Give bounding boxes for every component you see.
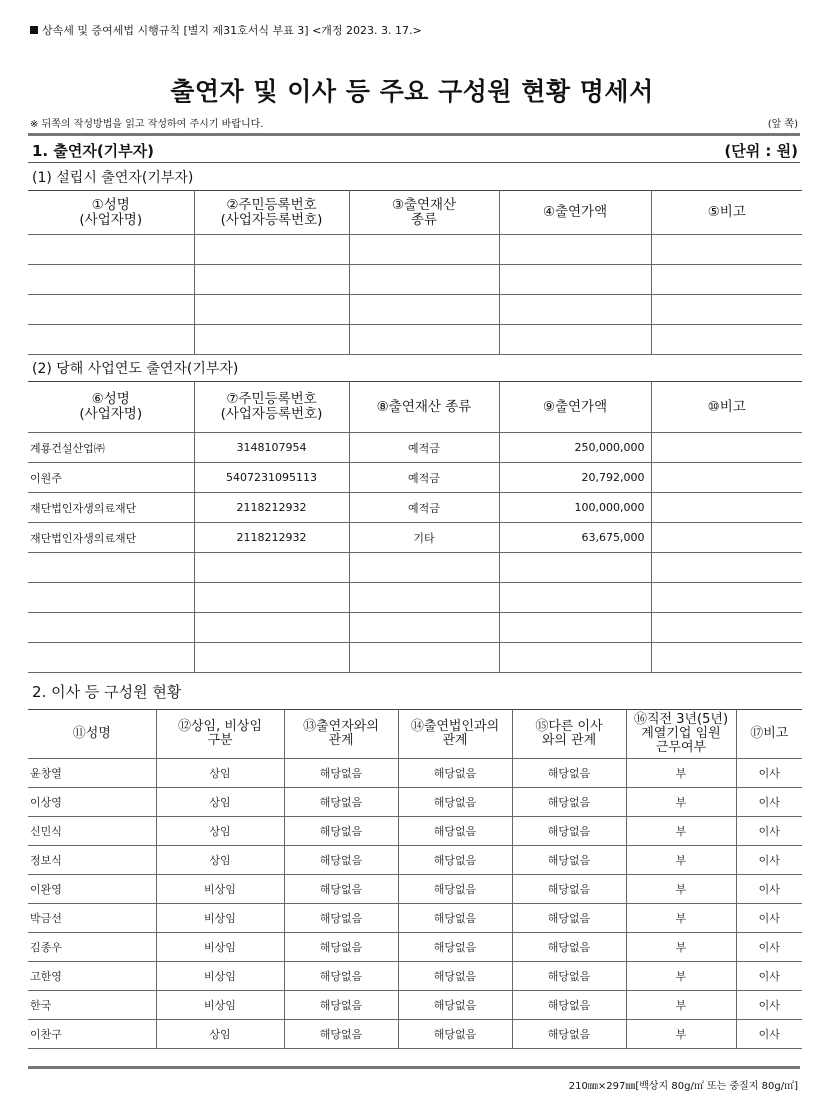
table-row <box>28 493 802 523</box>
table-cell <box>651 325 802 355</box>
table-cell: 이찬구 <box>28 1020 156 1049</box>
table-cell <box>349 235 499 265</box>
table-cell: 상임 <box>156 846 284 875</box>
table-cell <box>194 643 349 673</box>
table-cell <box>28 553 194 583</box>
table-cell <box>349 553 499 583</box>
table-row <box>28 463 802 493</box>
header-corp-relation: ⑭출연법인과의 관계 <box>398 710 512 759</box>
table-cell: 비상임 <box>156 904 284 933</box>
table-cell: 2118212932 <box>194 523 349 553</box>
table-cell: 부 <box>626 788 736 817</box>
bottom-divider <box>28 1066 800 1069</box>
header-remark: ⑤비고 <box>651 191 802 235</box>
header-fulltime: ⑫상임, 비상임 구분 <box>156 710 284 759</box>
table-cell: 신민식 <box>28 817 156 846</box>
table-row <box>28 991 802 1020</box>
table-row <box>28 904 802 933</box>
table-cell <box>499 265 651 295</box>
table-cell <box>28 643 194 673</box>
table-cell: 해당없음 <box>512 962 626 991</box>
sub2-title: (2) 당해 사업연도 출연자(기부자) <box>32 361 239 377</box>
table-cell <box>194 613 349 643</box>
table-cell: 박금선 <box>28 904 156 933</box>
table-cell: 이사 <box>736 933 802 962</box>
table-cell: 해당없음 <box>512 788 626 817</box>
table-cell <box>349 325 499 355</box>
table-cell <box>194 583 349 613</box>
table-cell: 해당없음 <box>512 817 626 846</box>
header-remark: ⑩비고 <box>651 382 802 433</box>
table-cell <box>651 295 802 325</box>
founding-contributors-table <box>28 190 802 355</box>
document-title: 출연자 및 이사 등 주요 구성원 현황 명세서 <box>170 77 654 106</box>
table-cell: 상임 <box>156 788 284 817</box>
table-cell: 이사 <box>736 904 802 933</box>
table-cell <box>194 265 349 295</box>
section1-divider <box>28 162 800 163</box>
table-row <box>28 295 802 325</box>
table-cell <box>499 613 651 643</box>
table-cell <box>349 613 499 643</box>
table-cell: 63,675,000 <box>499 523 651 553</box>
table-cell <box>499 553 651 583</box>
table-cell: 부 <box>626 846 736 875</box>
table-cell: 비상임 <box>156 933 284 962</box>
table-cell: 250,000,000 <box>499 433 651 463</box>
regulation-text: 상속세 및 증여세법 시행규칙 [별지 제31호서식 부표 3] <개정 2023. 3. 17.> <box>42 24 422 37</box>
table-row <box>28 553 802 583</box>
sub1-title: (1) 설립시 출연자(기부자) <box>32 170 194 186</box>
table-row <box>28 846 802 875</box>
header-asset-type: ⑧출연재산 종류 <box>349 382 499 433</box>
paper-spec: 210㎜×297㎜[백상지 80g/㎡ 또는 중질지 80g/㎡] <box>568 1081 798 1092</box>
header-director-relation: ⑮다른 이사 와의 관계 <box>512 710 626 759</box>
table-cell: 비상임 <box>156 962 284 991</box>
table-row <box>28 1020 802 1049</box>
table-cell: 해당없음 <box>284 875 398 904</box>
table-cell: 해당없음 <box>284 788 398 817</box>
table-row <box>28 613 802 643</box>
table-cell <box>349 295 499 325</box>
table-cell: 상임 <box>156 759 284 788</box>
header-affiliate-service: ⑯직전 3년(5년) 계열기업 임원 근무여부 <box>626 710 736 759</box>
table-cell <box>651 643 802 673</box>
table-row <box>28 325 802 355</box>
table-cell <box>194 325 349 355</box>
table-cell: 해당없음 <box>512 904 626 933</box>
instruction-note: ※ 뒤쪽의 작성방법을 읽고 작성하여 주시기 바랍니다. <box>30 119 264 130</box>
table-cell: 해당없음 <box>512 875 626 904</box>
table-row <box>28 433 802 463</box>
table-row <box>28 523 802 553</box>
table-cell: 해당없음 <box>284 904 398 933</box>
table-cell <box>499 235 651 265</box>
table-cell: 해당없음 <box>398 817 512 846</box>
table-cell: 해당없음 <box>284 1020 398 1049</box>
table-cell <box>28 295 194 325</box>
top-divider <box>28 133 800 136</box>
table-cell <box>28 235 194 265</box>
table-cell: 비상임 <box>156 991 284 1020</box>
table-cell <box>194 553 349 583</box>
table-cell: 해당없음 <box>398 1020 512 1049</box>
table-cell <box>651 583 802 613</box>
table-cell: 한국 <box>28 991 156 1020</box>
table-cell: 비상임 <box>156 875 284 904</box>
table-cell: 이사 <box>736 1020 802 1049</box>
table-cell: 김종우 <box>28 933 156 962</box>
table-cell: 예적금 <box>349 433 499 463</box>
table-cell: 해당없음 <box>512 759 626 788</box>
table-cell: 상임 <box>156 817 284 846</box>
table-cell: 해당없음 <box>398 991 512 1020</box>
table-cell: 해당없음 <box>284 817 398 846</box>
table-cell: 고한영 <box>28 962 156 991</box>
table-cell <box>651 553 802 583</box>
header-resident-number: ②주민등록번호 (사업자등록번호) <box>194 191 349 235</box>
header-remark: ⑰비고 <box>736 710 802 759</box>
table-cell: 해당없음 <box>398 759 512 788</box>
current-year-contributors-table <box>28 381 802 673</box>
table-cell: 해당없음 <box>398 933 512 962</box>
header-amount: ⑨출연가액 <box>499 382 651 433</box>
table-cell: 해당없음 <box>398 788 512 817</box>
table-cell: 재단법인자생의료재단 <box>28 493 194 523</box>
header-asset-type: ③출연재산 종류 <box>349 191 499 235</box>
table-row <box>28 933 802 962</box>
table-cell: 해당없음 <box>284 991 398 1020</box>
table-cell: 부 <box>626 1020 736 1049</box>
table-cell: 2118212932 <box>194 493 349 523</box>
table-cell <box>499 583 651 613</box>
table-cell: 이완영 <box>28 875 156 904</box>
board-members-table <box>28 709 802 1049</box>
header-member-name: ⑪성명 <box>28 710 156 759</box>
table-cell: 해당없음 <box>398 846 512 875</box>
table-cell: 100,000,000 <box>499 493 651 523</box>
table-cell: 이사 <box>736 846 802 875</box>
table-cell: 이사 <box>736 759 802 788</box>
table-cell: 재단법인자생의료재단 <box>28 523 194 553</box>
table-cell: 상임 <box>156 1020 284 1049</box>
table-cell: 이사 <box>736 875 802 904</box>
table-cell: 부 <box>626 933 736 962</box>
header-amount: ④출연가액 <box>499 191 651 235</box>
regulation-header <box>30 22 422 38</box>
table-cell <box>194 235 349 265</box>
table-cell <box>651 493 802 523</box>
table-cell: 해당없음 <box>398 962 512 991</box>
table-cell <box>499 643 651 673</box>
table-row <box>28 817 802 846</box>
table-cell: 이사 <box>736 991 802 1020</box>
table-cell: 20,792,000 <box>499 463 651 493</box>
table-cell: 부 <box>626 962 736 991</box>
page-side-label: (앞 쪽) <box>767 119 798 130</box>
table-row <box>28 235 802 265</box>
table-row <box>28 583 802 613</box>
table-cell <box>499 295 651 325</box>
header-contributor-relation: ⑬출연자와의 관계 <box>284 710 398 759</box>
table-cell: 5407231095113 <box>194 463 349 493</box>
table-cell: 이상영 <box>28 788 156 817</box>
table-cell: 기타 <box>349 523 499 553</box>
table-cell <box>651 613 802 643</box>
table-cell: 부 <box>626 875 736 904</box>
table-cell <box>651 433 802 463</box>
table-cell: 해당없음 <box>512 846 626 875</box>
table-row <box>28 788 802 817</box>
table-cell: 이사 <box>736 817 802 846</box>
table-cell: 이원주 <box>28 463 194 493</box>
table-cell: 해당없음 <box>284 962 398 991</box>
table-cell: 정보식 <box>28 846 156 875</box>
table-cell: 해당없음 <box>512 991 626 1020</box>
unit-label: (단위 : 원) <box>724 142 798 160</box>
table-cell: 부 <box>626 991 736 1020</box>
table-cell: 해당없음 <box>398 904 512 933</box>
table-row <box>28 265 802 295</box>
table-cell: 부 <box>626 904 736 933</box>
table-cell: 이사 <box>736 962 802 991</box>
table-cell: 윤창열 <box>28 759 156 788</box>
table-cell: 이사 <box>736 788 802 817</box>
table-cell <box>349 583 499 613</box>
table-cell <box>651 235 802 265</box>
table-cell: 해당없음 <box>512 1020 626 1049</box>
table-cell <box>349 643 499 673</box>
table-cell <box>28 325 194 355</box>
table-cell: 해당없음 <box>398 875 512 904</box>
table-cell <box>28 265 194 295</box>
table-cell <box>28 583 194 613</box>
table-cell <box>499 325 651 355</box>
table-cell: 부 <box>626 817 736 846</box>
table-cell: 해당없음 <box>284 846 398 875</box>
section1-title: 1. 출연자(기부자) <box>32 142 155 160</box>
table-cell: 해당없음 <box>284 933 398 962</box>
header-resident-number: ⑦주민등록번호 (사업자등록번호) <box>194 382 349 433</box>
table-row <box>28 962 802 991</box>
header-name: ⑥성명 (사업자명) <box>28 382 194 433</box>
table-row <box>28 643 802 673</box>
table-cell <box>349 265 499 295</box>
black-square-icon <box>30 26 38 34</box>
table-cell <box>651 463 802 493</box>
table-row <box>28 875 802 904</box>
table-cell <box>651 523 802 553</box>
table-cell <box>651 265 802 295</box>
table-cell: 해당없음 <box>512 933 626 962</box>
table-cell: 계룡건설산업㈜ <box>28 433 194 463</box>
table-cell: 예적금 <box>349 463 499 493</box>
section2-title: 2. 이사 등 구성원 현황 <box>32 683 182 701</box>
table-cell: 해당없음 <box>284 759 398 788</box>
table-row <box>28 759 802 788</box>
table-cell: 3148107954 <box>194 433 349 463</box>
table-cell: 예적금 <box>349 493 499 523</box>
table-cell <box>194 295 349 325</box>
table-cell <box>28 613 194 643</box>
header-name: ①성명 (사업자명) <box>28 191 194 235</box>
table-cell: 부 <box>626 759 736 788</box>
